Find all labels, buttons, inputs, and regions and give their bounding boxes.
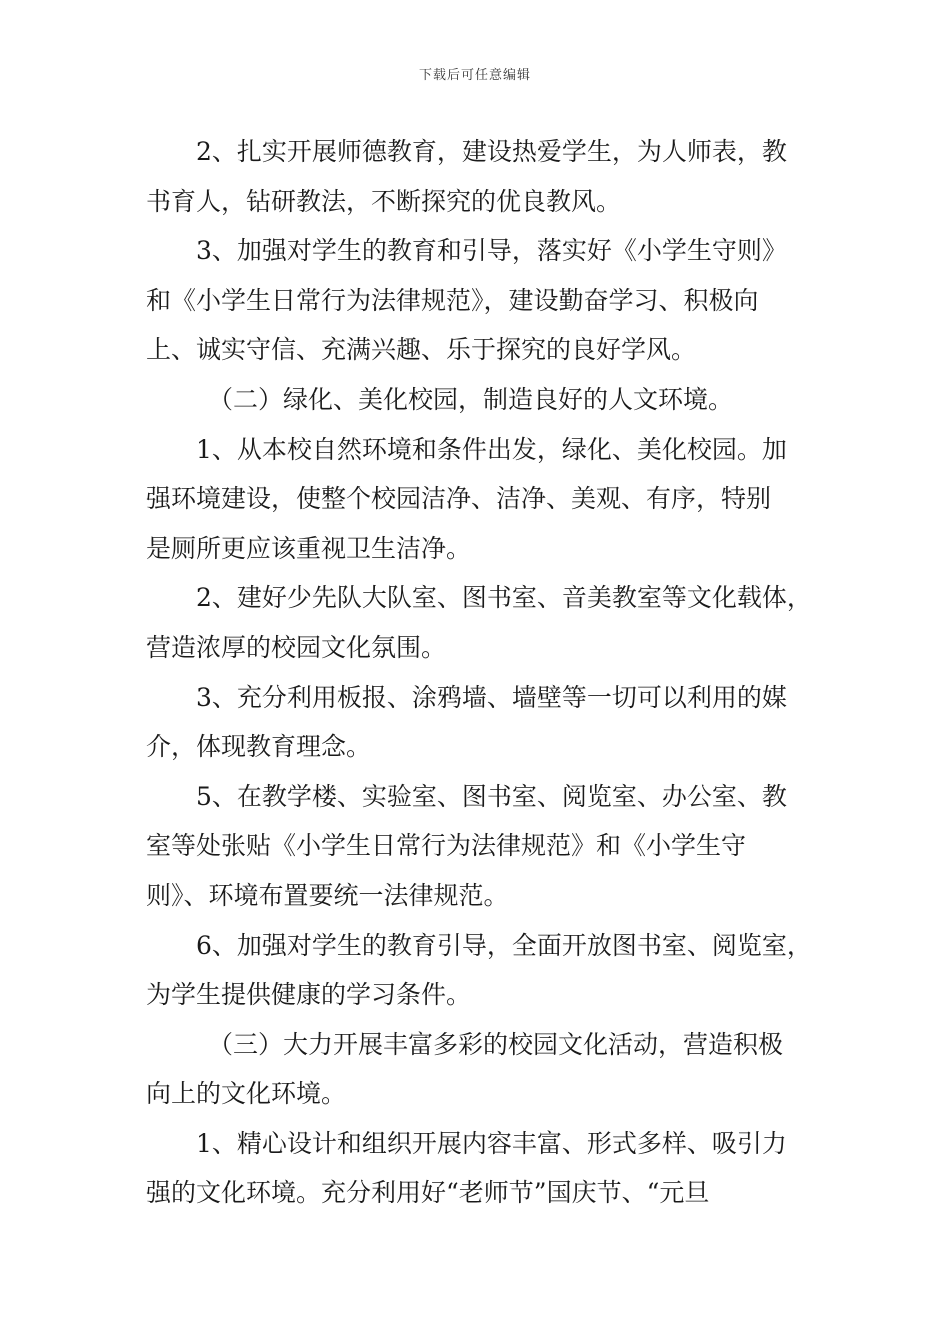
paragraph-line: 是厕所更应该重视卫生洁净。 bbox=[146, 533, 472, 563]
paragraph-line: 6、加强对学生的教育引导，全面开放图书室、阅览室， bbox=[196, 930, 812, 960]
paragraph-line: 5、在教学楼、实验室、图书室、阅览室、办公室、教 bbox=[196, 781, 787, 811]
paragraph-line: 3、加强对学生的教育和引导，落实好《小学生守则》 bbox=[196, 236, 787, 266]
paragraph-line: 介，体现教育理念。 bbox=[146, 732, 372, 762]
paragraph-line: 2、建好少先队大队室、图书室、音美教室等文化载体， bbox=[196, 583, 812, 613]
paragraph-line: 室等处张贴《小学生日常行为法律规范》和《小学生守 bbox=[146, 831, 747, 861]
paragraph-line: 则》、环境布置要统一法律规范。 bbox=[146, 880, 509, 910]
paragraph-line: 3、充分利用板报、涂鸦墙、墙壁等一切可以利用的媒 bbox=[196, 682, 787, 712]
paragraph-line: 营造浓厚的校园文化氛围。 bbox=[146, 632, 447, 662]
paragraph-line: 和《小学生日常行为法律规范》，建设勤奋学习、积极向 bbox=[146, 285, 759, 315]
paragraph-line: 2、扎实开展师德教育，建设热爱学生，为人师表，教 bbox=[196, 137, 787, 166]
paragraph-line: 强的文化环境。充分利用好“老师节”国庆节、“元旦 bbox=[146, 1178, 710, 1208]
paragraph-line: 1、从本校自然环境和条件出发，绿化、美化校园。加 bbox=[196, 434, 787, 464]
section-heading: （二）绿化、美化校园，制造良好的人文环境。 bbox=[208, 384, 734, 414]
paragraph-line: 为学生提供健康的学习条件。 bbox=[146, 980, 472, 1010]
section-heading: （三）大力开展丰富多彩的校园文化活动，营造积极 bbox=[208, 1029, 784, 1059]
page-header: 下载后可任意编辑 bbox=[418, 68, 531, 83]
document-body bbox=[146, 127, 810, 1218]
paragraph-line: 1、精心设计和组织开展内容丰富、形式多样、吸引力 bbox=[196, 1128, 787, 1158]
paragraph-line: 书育人，钻研教法，不断探究的优良教风。 bbox=[146, 186, 622, 216]
paragraph-line: 向上的文化环境。 bbox=[146, 1079, 347, 1109]
paragraph-line: 上、诚实守信、充满兴趣、乐于探究的良好学风。 bbox=[146, 335, 697, 365]
paragraph-line: 强环境建设，使整个校园洁净、洁净、美观、有序，特别 bbox=[146, 484, 772, 514]
